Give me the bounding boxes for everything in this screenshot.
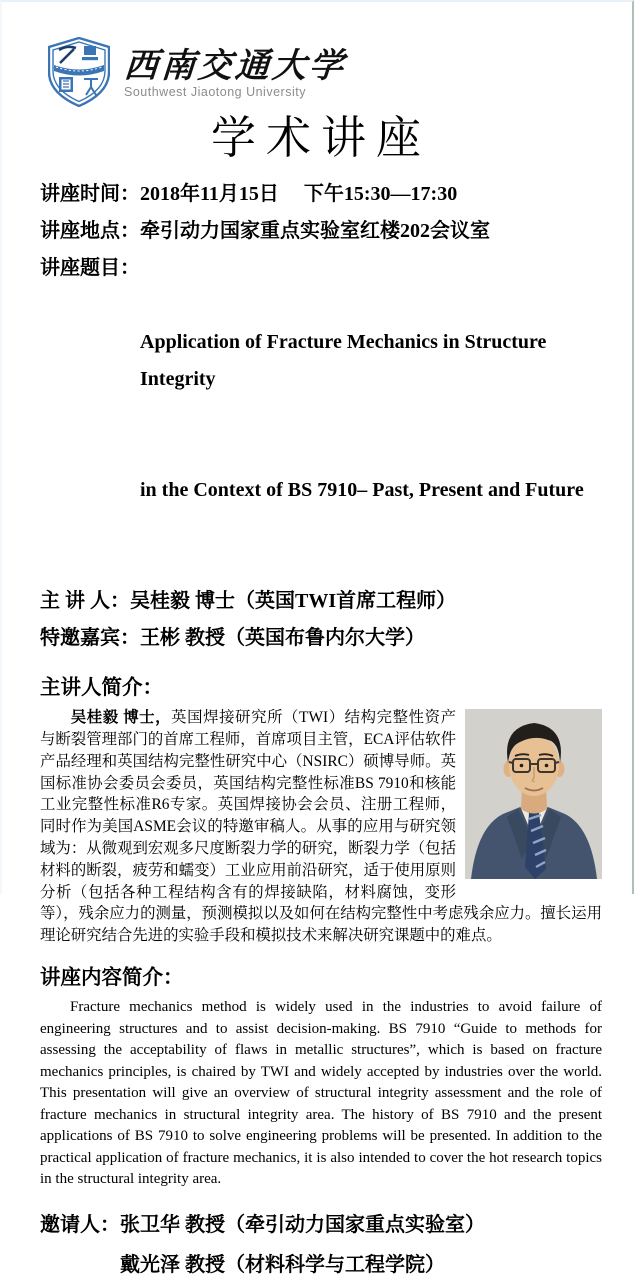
inviter-1: 张卫华 教授（牵引动力国家重点实验室）: [120, 1213, 485, 1236]
inviters-label: 邀请人：: [40, 1213, 120, 1236]
document-page: [2, 2, 632, 1285]
speaker-intro-section: [40, 707, 602, 947]
guest-row: [40, 620, 602, 657]
guest-label: 特邀嘉宾：: [40, 627, 140, 650]
lecture-topic-line1: Application of Fracture Mechanics in Structure Integrity: [140, 331, 552, 391]
lecture-info: [40, 176, 602, 657]
inviters-section: [40, 1205, 602, 1285]
university-shield-icon: [48, 37, 110, 112]
page-title: 学术讲座: [210, 113, 431, 163]
content-intro-text: Fracture mechanics method is widely used in the industries to avoid failure of engineering structures and to assist decision-making. BS 7910 “Guide to methods for assessing the acceptability of flaws in metallic structures”, which is based on fracture mechanics principles, is chaired by TWI and widely accepted by industries over the world. This presentation will give an overview of structural integrity assessment and the role of fracture mechanics in structural integrity area. The history of BS 7910 and the present applications of BS 7910 to solve engineering problems will be presented. In addition to the practical application of fracture mechanics, it is also intended to cover the hot research topics in the structural integrity area.: [40, 999, 602, 1188]
lecture-location-row: [40, 213, 602, 250]
lecture-topic-row: [40, 250, 602, 583]
lecture-topic-label: 讲座题目：: [40, 257, 140, 280]
inviters-list: [120, 1205, 485, 1285]
lecture-topic-value: [140, 250, 602, 583]
university-names: [124, 49, 346, 100]
inviter-2: 戴光泽 教授（材料科学与工程学院）: [120, 1253, 445, 1276]
lecture-topic-line2: in the Context of BS 7910– Past, Present and Future: [140, 479, 584, 502]
lecture-location-label: 讲座地点：: [40, 220, 140, 243]
speaker-row: [40, 583, 602, 620]
speaker-photo: [465, 709, 602, 879]
lecture-time-row: [40, 176, 602, 213]
speaker-bio-body: 英国焊接研究所（TWI）结构完整性资产与断裂管理部门的首席工程师，首席项目主管，ECA评估软件产品经理和英国结构完整性研究中心（NSIRC）硕博导师。英国标准协会委员会委员，英国结构完整性标准BS 7910和核能工业完整性标准R6专家。英国焊接协会会员、注册工程师，同时作为美国ASME会议的特邀审稿人。从事的应用与研究领域为：从微观到宏观多尺度断裂力学的研究，断裂力学（包括材料的断裂，疲劳和蠕变）工业应用前沿研究，适于使用原则分析（包括各种工程结构含有的焊接缺陷，材料腐蚀，变形等），残余应力的测量，预测模拟以及如何在结构完整性中考虑残余应力。擅长运用理论研究结合先进的实验手段和模拟技术来解决研究课题中的难点。: [40, 709, 602, 945]
university-logo: [48, 40, 602, 108]
lecture-time-label: 讲座时间：: [40, 183, 140, 206]
university-name-zh: 西南交通大学: [122, 47, 348, 85]
speaker-label: 主 讲 人：: [40, 590, 130, 613]
content-intro-heading: 讲座内容简介：: [40, 967, 184, 990]
lecture-location-value: 牵引动力国家重点实验室红楼202会议室: [140, 220, 490, 243]
university-name-en: Southwest Jiaotong University: [124, 85, 306, 100]
guest-value: 王彬 教授（英国布鲁内尔大学）: [140, 627, 425, 650]
speaker-intro-heading: 主讲人简介：: [40, 677, 163, 700]
lecture-time-value: 2018年11月15日 下午15:30—17:30: [140, 183, 458, 206]
speaker-bio-bold-lead: 吴桂毅 博士，: [70, 709, 172, 727]
speaker-value: 吴桂毅 博士（英国TWI首席工程师）: [130, 590, 457, 613]
